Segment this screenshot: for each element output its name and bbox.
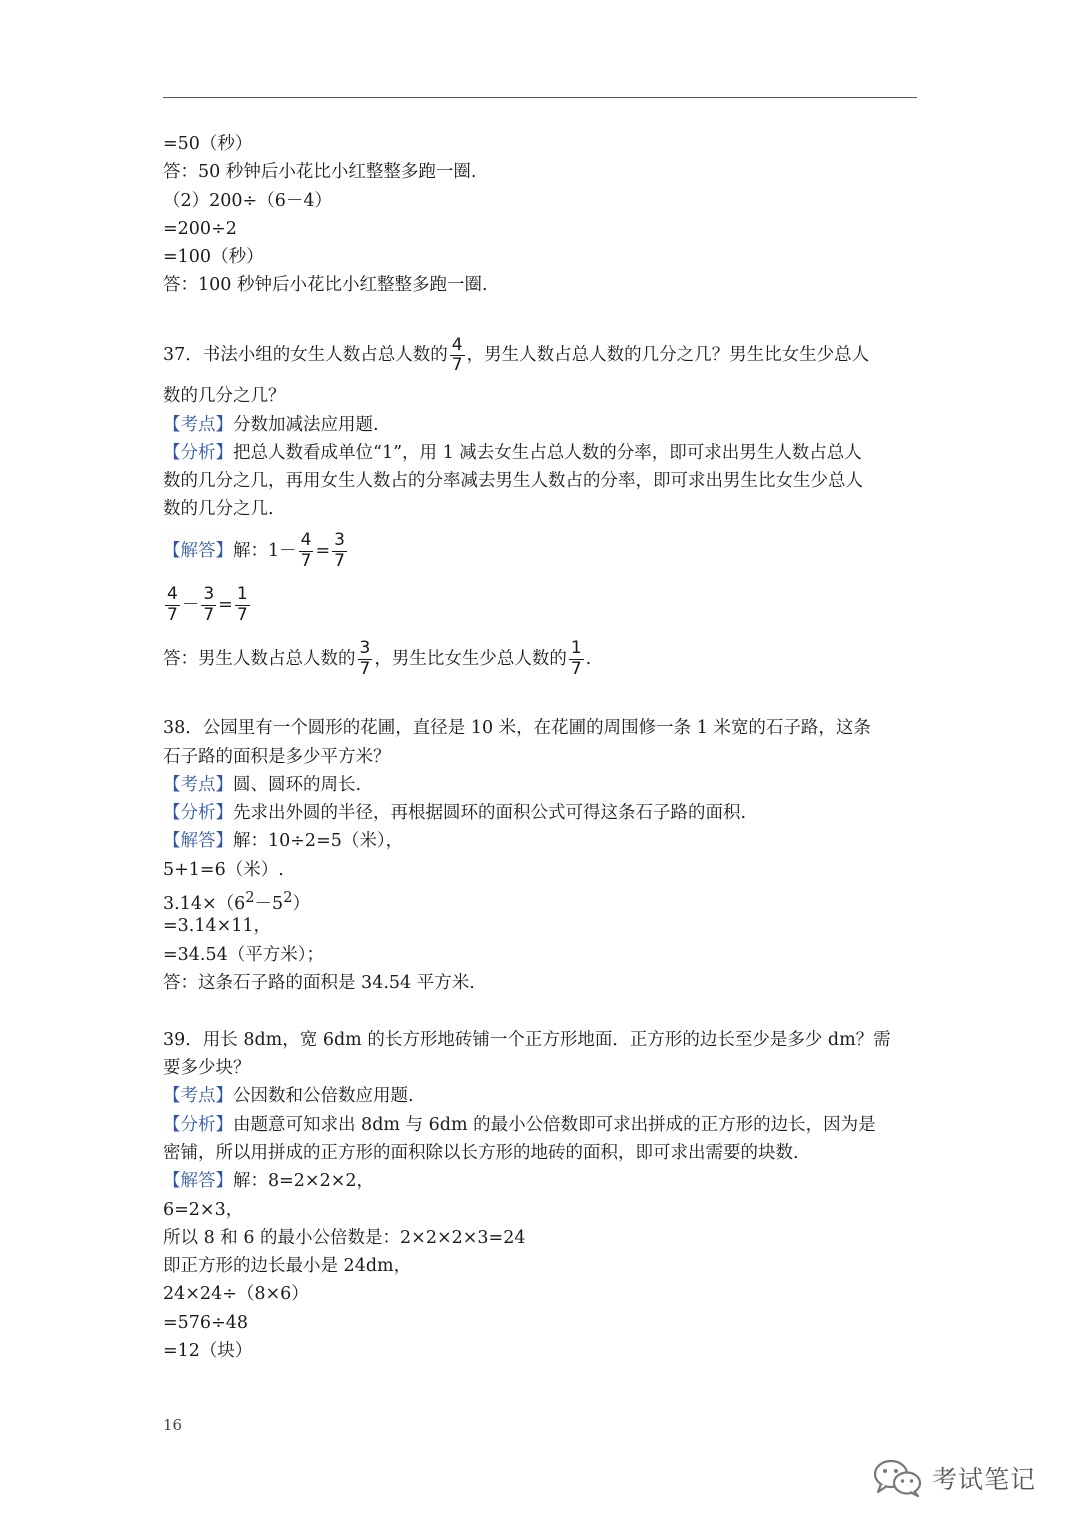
- q37-fenxi: 【分析】把总人数看成单位“1”，用 1 减去女生占总人数的分率，即可求出男生人数占总人: [163, 442, 862, 463]
- q37-jieda: 【解答】解：1－ $\frac{4}{7}$ = $\frac{3}{7}$: [163, 530, 345, 571]
- text-line: 答：100 秒钟后小花比小红整整多跑一圈.: [163, 275, 488, 296]
- text-line: =100（秒）: [163, 247, 264, 268]
- fraction: $\frac{3}{7}$: [203, 584, 215, 625]
- q38-question-line1: 38．公园里有一个圆形的花圃，直径是 10 米，在花圃的周围修一条 1 米宽的石子路，这条: [163, 718, 871, 739]
- text-line: 24×24÷（8×6）: [163, 1284, 309, 1305]
- q37-question-line2: 数的几分之几？: [163, 386, 286, 407]
- text-line: 5+1=6（米）.: [163, 859, 284, 880]
- q39-question-line1: 39．用长 8dm，宽 6dm 的长方形地砖铺一个正方形地面．正方形的边长至少是多少 dm？需: [163, 1029, 891, 1050]
- watermark: [872, 1458, 1036, 1498]
- q38-jieda: 【解答】解：10÷2=5（米），: [163, 831, 404, 852]
- fenxi-tag: 【分析】: [163, 442, 233, 463]
- q39-jieda: 【解答】解：8=2×2×2，: [163, 1171, 375, 1192]
- text-line: =34.54（平方米）；: [163, 944, 325, 965]
- fraction: $\frac{3}{7}$: [359, 638, 371, 679]
- fraction: $\frac{3}{7}$: [334, 530, 345, 571]
- q39-kaodian: 【考点】公因数和公倍数应用题.: [163, 1086, 414, 1107]
- text-line: =576÷48: [163, 1312, 248, 1333]
- q37-eq2: $\frac{4}{7}$ － $\frac{3}{7}$ = $\frac{1}{7}$: [167, 584, 248, 625]
- q37-question-line1: 37．书法小组的女生人数占总人数的 $\frac{4}{7}$ ，男生人数占总人数的几分之几？男生比女生少总人: [163, 334, 870, 376]
- q37-answer: 答：男生人数占总人数的 $\frac{3}{7}$ ，男生比女生少总人数的 $\frac{1}{7}$ .: [163, 638, 592, 679]
- header-rule: [163, 97, 917, 98]
- text-line: =200÷2: [163, 218, 237, 239]
- text-line: =12（块）: [163, 1341, 253, 1361]
- text-line: 答：这条石子路的面积是 34.54 平方米.: [163, 972, 475, 993]
- fraction: $\frac{4}{7}$: [167, 584, 178, 625]
- page-number: 16: [163, 1416, 183, 1434]
- wechat-icon: [872, 1458, 924, 1498]
- fenxi-tag: 【分析】: [163, 803, 233, 824]
- text-line: 答：50 秒钟后小花比小红整整多跑一圈.: [163, 162, 477, 183]
- jieda-tag: 【解答】: [163, 540, 233, 561]
- text-line: 6=2×3，: [163, 1199, 244, 1220]
- fraction: $\frac{1}{7}$: [570, 638, 582, 679]
- q38-kaodian: 【考点】圆、圆环的周长.: [163, 774, 362, 795]
- q37-fenxi-cont: 数的几分之几.: [163, 499, 274, 520]
- text-line: =50（秒）: [163, 134, 253, 154]
- kaodian-tag: 【考点】: [163, 774, 233, 795]
- kaodian-tag: 【考点】: [163, 414, 233, 435]
- fraction: $\frac{1}{7}$: [236, 584, 248, 625]
- q37-fenxi-cont: 数的几分之几，再用女生人数占的分率减去男生人数占的分率，即可求出男生比女生少总人: [163, 471, 863, 492]
- page-content: [163, 130, 923, 1365]
- text-line: 即正方形的边长最小是 24dm，: [163, 1256, 412, 1277]
- kaodian-tag: 【考点】: [163, 1086, 233, 1107]
- text-line: $3.14\times(6^2-5^2)$: [163, 889, 310, 914]
- jieda-tag: 【解答】: [163, 1171, 233, 1192]
- text-line: （2）200÷（6－4）: [163, 190, 332, 211]
- q39-question-line2: 要多少块？: [163, 1058, 251, 1079]
- q38-question-line2: 石子路的面积是多少平方米？: [163, 746, 391, 767]
- text-line: =3.14×11，: [163, 916, 272, 937]
- fraction: $\frac{4}{7}$: [300, 530, 312, 571]
- text-line: 所以 8 和 6 的最小公倍数是：2×2×2×3=24: [163, 1227, 526, 1248]
- q39-fenxi: 【分析】由题意可知求出 8dm 与 6dm 的最小公倍数即可求出拼成的正方形的边长，因为是: [163, 1114, 876, 1135]
- q37-kaodian: 【考点】分数加减法应用题.: [163, 414, 379, 435]
- q39-fenxi-cont: 密铺，所以用拼成的正方形的面积除以长方形的地砖的面积，即可求出需要的块数.: [163, 1142, 799, 1163]
- watermark-text: 考试笔记: [932, 1465, 1037, 1494]
- fenxi-tag: 【分析】: [163, 1114, 233, 1135]
- jieda-tag: 【解答】: [163, 831, 233, 852]
- q38-fenxi: 【分析】先求出外圆的半径，再根据圆环的面积公式可得这条石子路的面积.: [163, 803, 747, 824]
- fraction: $\frac{4}{7}$: [451, 334, 463, 376]
